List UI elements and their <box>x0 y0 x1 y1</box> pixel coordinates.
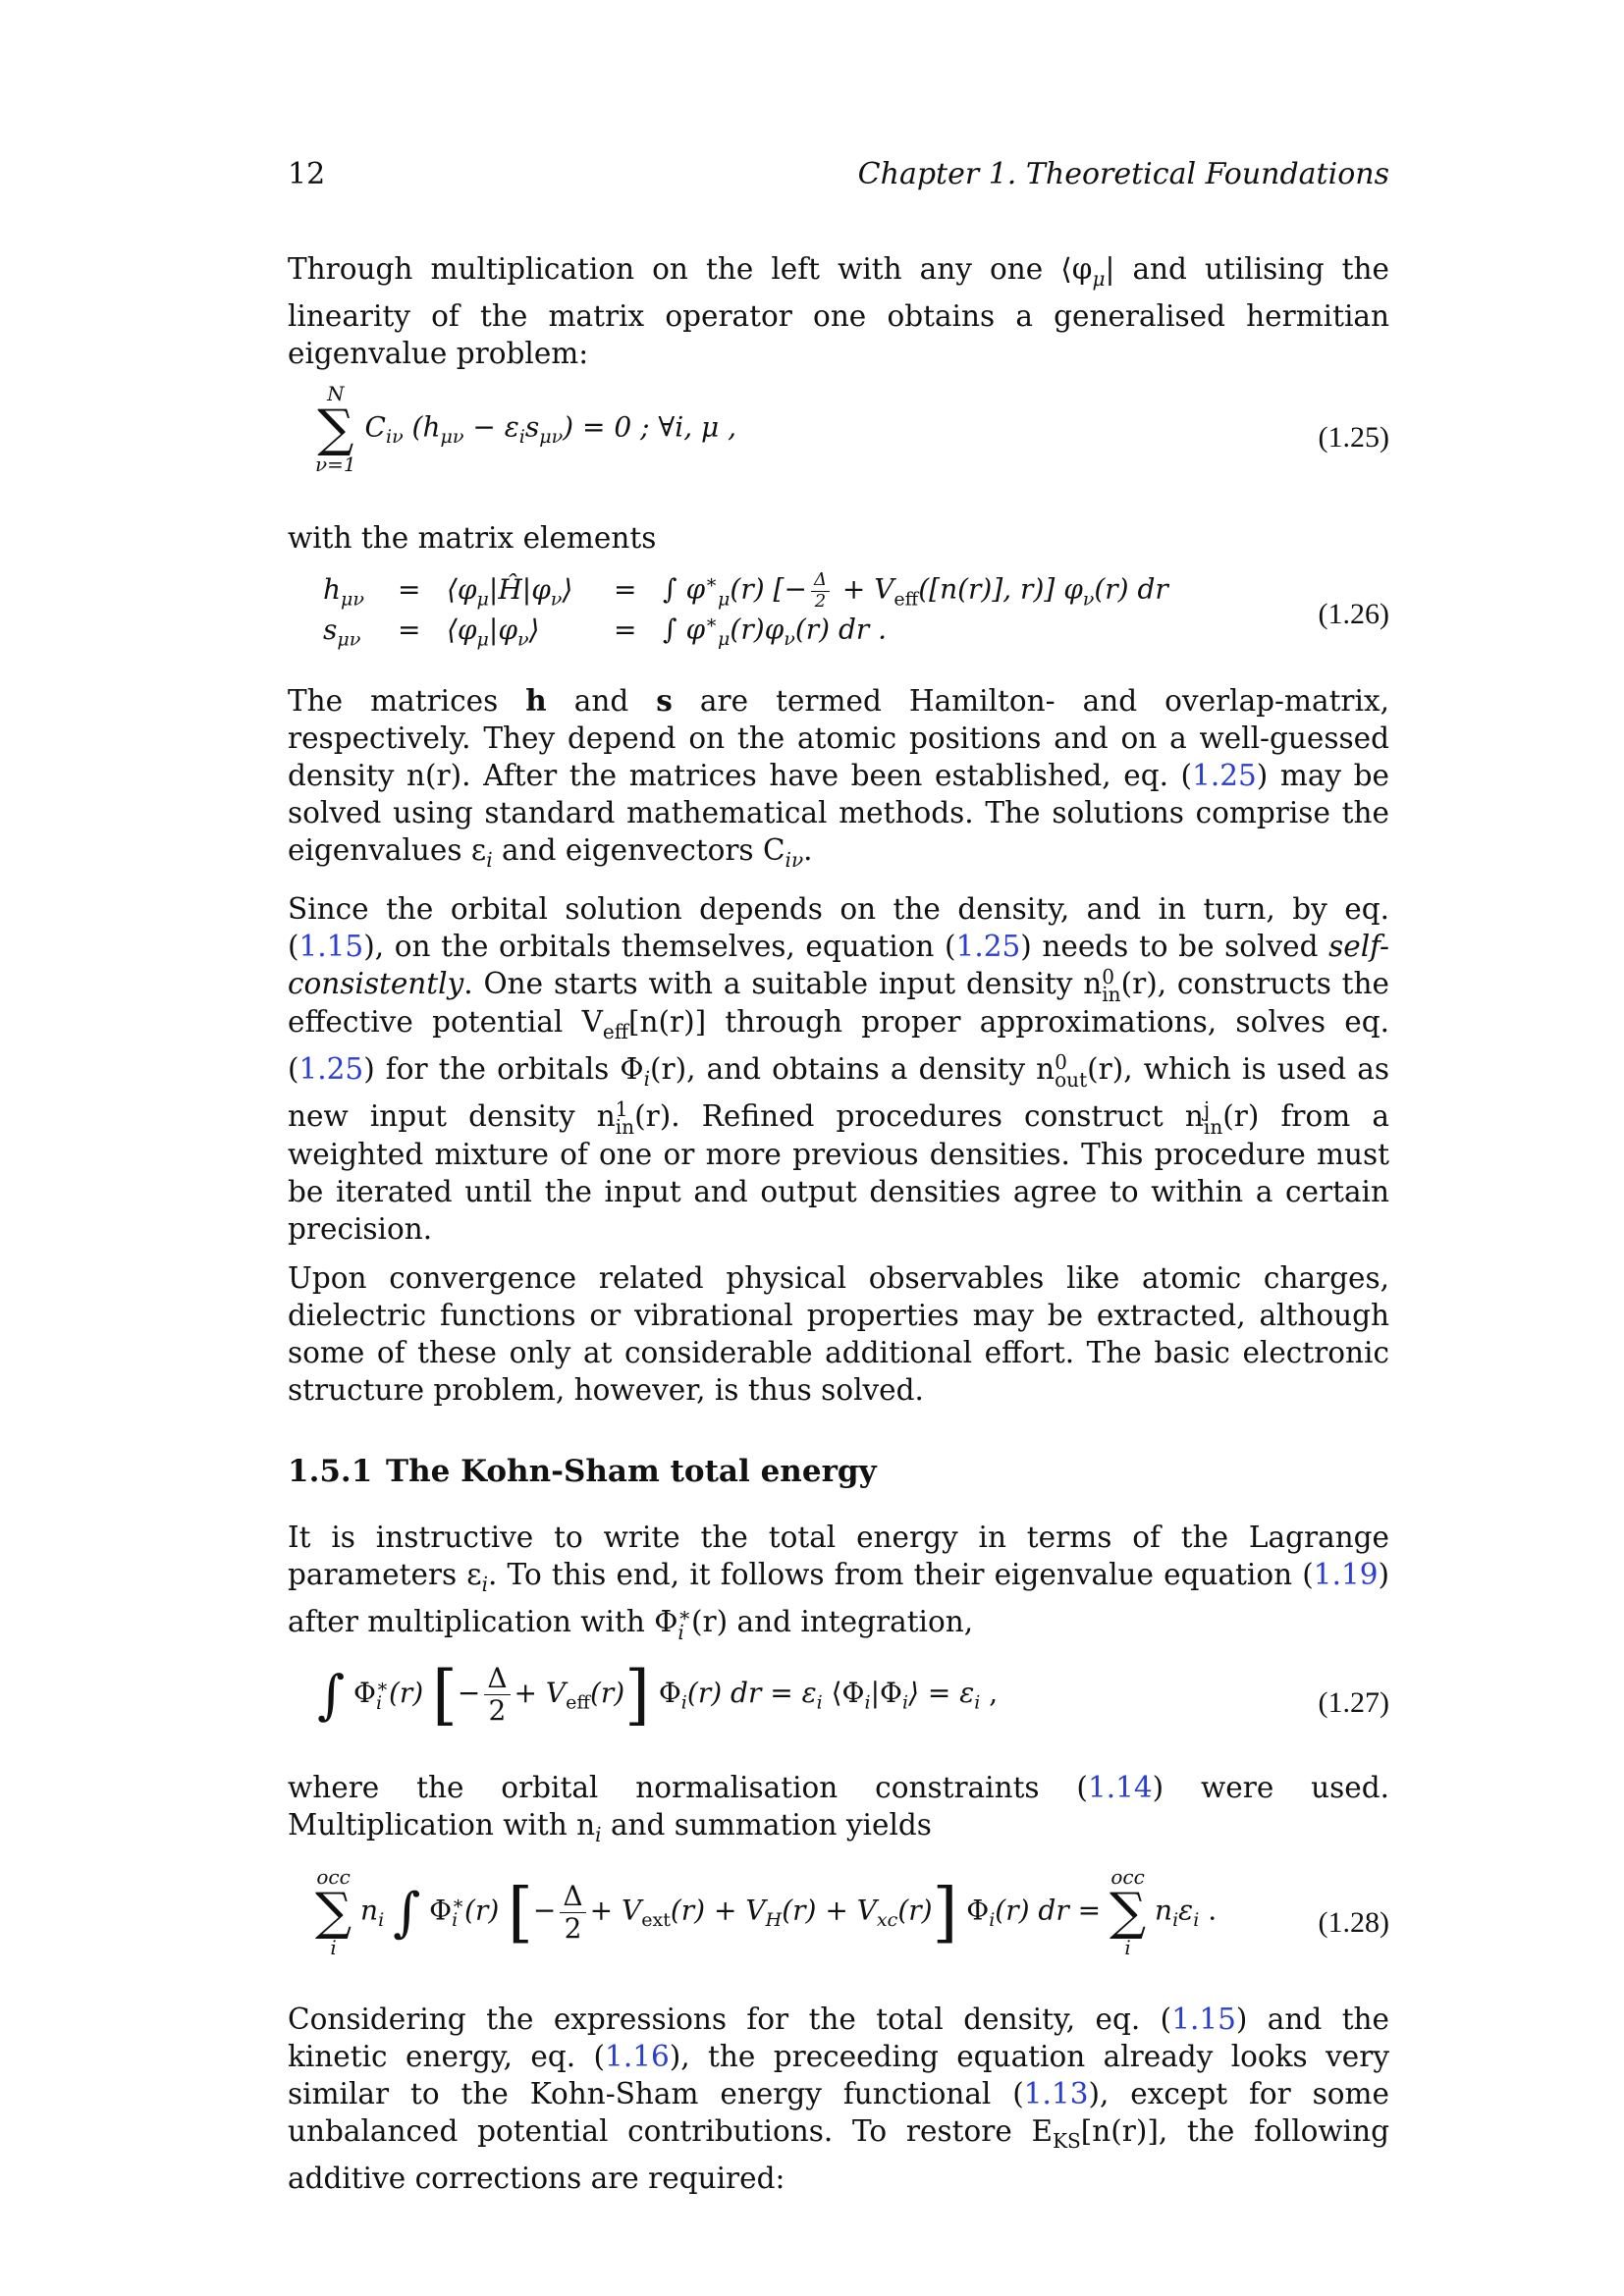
paragraph-matrices: The matrices h and s are termed Hamilton- and overlap-matrix, respectively. They depend on the atomic positions and on a well-guessed density n(r). After the matrices have been established, eq. (1.25) may be solved using standard mathematical methods. The solutions comprise the eigenvalues $\varepsilon_i$ and eigenvectors $C_{i\nu}$. <box>288 683 1389 873</box>
section-heading: 1.5.1 The Kohn-Sham total energy <box>288 1454 877 1490</box>
running-head: Chapter 1. Theoretical Foundations <box>857 157 1389 191</box>
equation-1-28: occ ∑ i $n_i$ ∫ Φ ∗ i (r) [− $\frac{\Delta}{2}$ + $V_{ext}(r) + V_H(r) + V_{xc}(r)$] $\Phi_i(r)$ dr = occ ∑ i $n_i\varepsilon_i$ . (1.28) <box>315 1865 1389 1960</box>
eq-ref-link[interactable]: 1.25 <box>955 930 1021 964</box>
equation-number: (1.27) <box>1318 1686 1389 1720</box>
eq-ref-link[interactable]: 1.25 <box>298 1052 364 1087</box>
eq-ref-link[interactable]: 1.13 <box>1023 2077 1089 2111</box>
eq-ref-link[interactable]: 1.14 <box>1087 1771 1153 1805</box>
equation-1-27: ∫ Φ ∗ i (r) [− $\frac{\Delta}{2}$ + $V_{eff}(r)$] $\Phi_i(r)$ dr = $\varepsilon_i$ $⟨\Phi_i|\Phi_i⟩ = \varepsilon_i$ , (1.27) <box>317 1657 1389 1734</box>
paragraph-kohn-sham: Considering the expressions for the total density, eq. (1.15) and the kinetic energy, eq. (1.16), the preceeding equation already looks very similar to the Kohn-Sham energy functional (1.13), except for some unbalanced potential contributions. To restore $E_{KS}[n(r)]$, the following additive corrections are required: <box>288 2002 1390 2196</box>
paragraph-matrix-elements: with the matrix elements <box>288 521 657 556</box>
equation-1-26: $h_{\mu\nu}$ = $⟨\varphi_\mu|Ĥ|\varphi_\nu⟩$ = ∫ $\varphi^∗_\mu(r)$ [− $\frac{\Delta}{2}$ + $V_{eff}([n(r)]$, r)] $\varphi_\nu(r)$ dr $s_{\mu\nu}$ = $⟨\varphi_\mu|\varphi_\nu⟩$ = ∫ $\varphi^∗_\mu(r)\varphi_\nu(r)$ dr . (1.26) <box>323 569 1389 651</box>
eq-ref-link[interactable]: 1.25 <box>1192 759 1257 793</box>
paragraph-intro: Through multiplication on the left with any one $⟨\varphi_\mu|$ and utilising the linearity of the matrix operator one obtains a generalised hermitian eigenvalue problem: <box>288 252 1389 371</box>
equation-number: (1.25) <box>1318 421 1389 454</box>
eq-ref-link[interactable]: 1.15 <box>1171 2002 1236 2037</box>
equation-number: (1.26) <box>1318 598 1389 631</box>
paragraph-normalisation: where the orbital normalisation constraints (1.14) were used. Multiplication with $n_i$ and summation yields <box>288 1771 1390 1847</box>
eq-ref-link[interactable]: 1.19 <box>1313 1558 1379 1592</box>
eq-ref-link[interactable]: 1.15 <box>298 930 364 964</box>
paragraph-convergence: Upon convergence related physical observables like atomic charges, dielectric functions or vibrational properties may be extracted, although some of these only at considerable additional effort. The basic electronic structure problem, however, is thus solved. <box>288 1261 1389 1408</box>
page-number: 12 <box>288 157 326 191</box>
paragraph-total-energy: It is instructive to write the total energy in terms of the Lagrange parameters $\varepsilon_i$. To this end, it follows from their eigenvalue equation (1.19) after multiplication with Φ ∗ i (r) and integration, <box>288 1521 1389 1645</box>
page-body <box>288 250 1389 2197</box>
paragraph-self-consistency: Since the orbital solution depends on the density, and in turn, by eq. (1.15), on the orbitals themselves, equation (1.25) needs to be solved self-consistently. One starts with a suitable input density n 0 in (r), constructs the effective potential $V_{eff}[n(r)]$ through proper approximations, solves eq. (1.25) for the orbitals $\Phi_i(r)$, and obtains a density n 0 out (r), which is used as new input density n 1 in (r). Refined procedures construct n j in (r) from a weighted mixture of one or more previous densities. This procedure must be iterated until the input and output densities agree to within a certain precision. <box>288 892 1390 1247</box>
equation-1-25: N ∑ ν=1 $C_{i\nu}$ $(h_{\mu\nu} - \varepsilon_is_{\mu\nu}) = 0$ ; ∀i, μ , (1.25) <box>315 382 1389 477</box>
summation-symbol: N ∑ ν=1 <box>315 382 356 477</box>
equation-number: (1.28) <box>1318 1906 1389 1940</box>
eq-ref-link[interactable]: 1.16 <box>605 2040 670 2074</box>
